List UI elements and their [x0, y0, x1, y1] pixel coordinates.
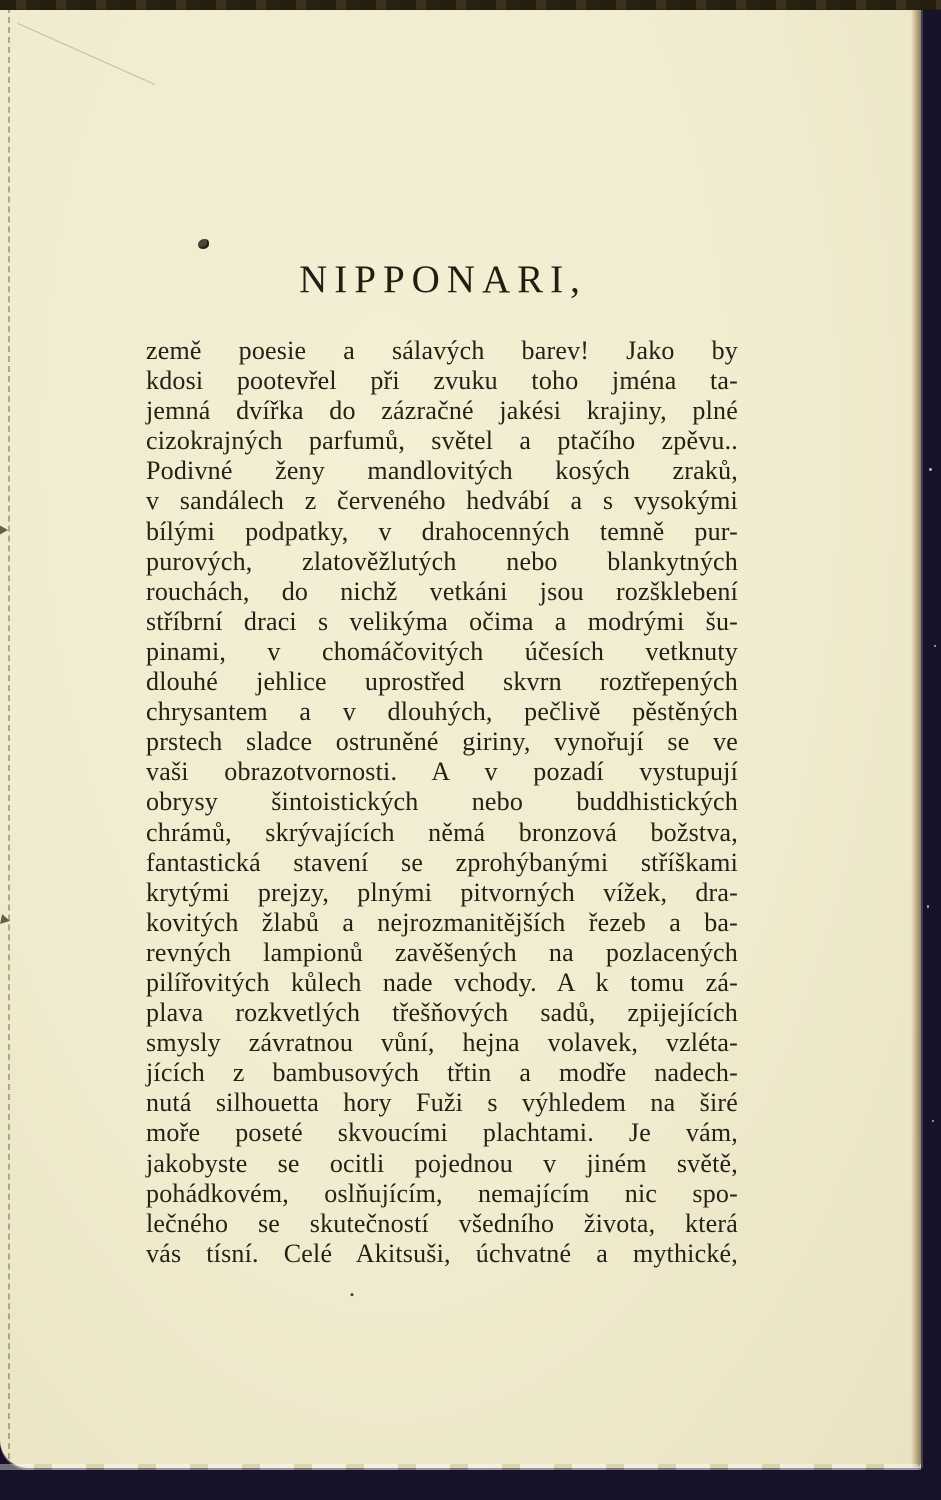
text-line: stříbrní draci s velikýma očima a modrými šu- [146, 606, 738, 636]
page-binding-crease [8, 7, 10, 1459]
text-line: cizokrajných parfumů, světel a ptačího zpěvu.. [146, 426, 738, 456]
text-line: nutá silhouetta hory Fuži s výhledem na širé [146, 1088, 738, 1118]
text-line: jících z bambusových třtin a modře nadech- [146, 1058, 738, 1088]
text-line: fantastická stavení se zprohýbanými stříškami [146, 847, 738, 877]
text-line: v sandálech z červeného hedvábí a s vysokými [146, 486, 738, 516]
text-line: revných lampionů zavěšených na pozlacených [146, 937, 738, 967]
text-line: chrámů, skrývajících němá bronzová božstva, [146, 817, 738, 847]
text-line: pohádkovém, oslňujícím, nemajícím nic spo- [146, 1178, 738, 1208]
dust-speck [932, 1120, 934, 1122]
text-line: moře poseté skvoucími plachtami. Je vám, [146, 1118, 738, 1148]
text-line: prstech sladce ostruněné giriny, vynořují se ve [146, 727, 738, 757]
text-line: jemná dvířka do zázračné jakési krajiny, plné [146, 396, 738, 426]
text-line: krytými prejzy, plnými pitvorných vížek, dra- [146, 877, 738, 907]
text-line: lečného se skutečností všedního života, která [146, 1208, 738, 1238]
ink-blot [198, 239, 209, 249]
page-title: NIPPONARI, [299, 258, 587, 301]
text-line: smysly závratnou vůní, hejna volavek, vzléta- [146, 1028, 738, 1058]
text-line: kdosi pootevřel při zvuku toho jména ta- [146, 366, 738, 396]
footer-mark: . [348, 1273, 356, 1302]
text-line: chrysantem a v dlouhých, pečlivě pěstěných [146, 697, 738, 727]
text-line: obrysy šintoistických nebo buddhistických [146, 787, 738, 817]
body-paragraph [146, 336, 738, 1269]
text-line: jakobyste se ocitli pojednou v jiném světě, [146, 1148, 738, 1178]
text-line: vás tísní. Celé Akitsuši, úchvatné a mythické, [146, 1238, 738, 1268]
text-line: země poesie a sálavých barev! Jako by [146, 336, 738, 365]
text-line: purových, zlatověžlutých nebo blankytných [146, 546, 738, 576]
text-line: Podivné ženy mandlovitých kosých zraků, [146, 456, 738, 486]
dust-speck [934, 645, 936, 647]
text-line: pilířovitých kůlech nade vchody. A k tomu zá- [146, 967, 738, 997]
dust-speck [927, 905, 929, 908]
scanned-book-page [0, 7, 921, 1468]
text-line: rouchách, do nichž vetkáni jsou rozšklebení [146, 576, 738, 606]
text-line: dlouhé jehlice uprostřed skvrn roztřepených [146, 667, 738, 697]
paper-bottom-edge [0, 1464, 921, 1470]
text-line: bílými podpatky, v drahocenných temně pur- [146, 516, 738, 546]
text-line: vaši obrazotvornosti. A v pozadí vystupují [146, 757, 738, 787]
corner-crease [18, 23, 155, 85]
top-photo-edge [0, 0, 941, 10]
dust-speck [929, 468, 932, 471]
text-line: kovitých žlabů a nejrozmanitějších řezeb a ba- [146, 907, 738, 937]
edge-mark [0, 525, 8, 535]
text-line: plava rozkvetlých třešňových sadů, zpijejících [146, 998, 738, 1028]
paper-right-edge [911, 7, 921, 1468]
text-line: pinami, v chomáčovitých účesích vetknuty [146, 636, 738, 666]
